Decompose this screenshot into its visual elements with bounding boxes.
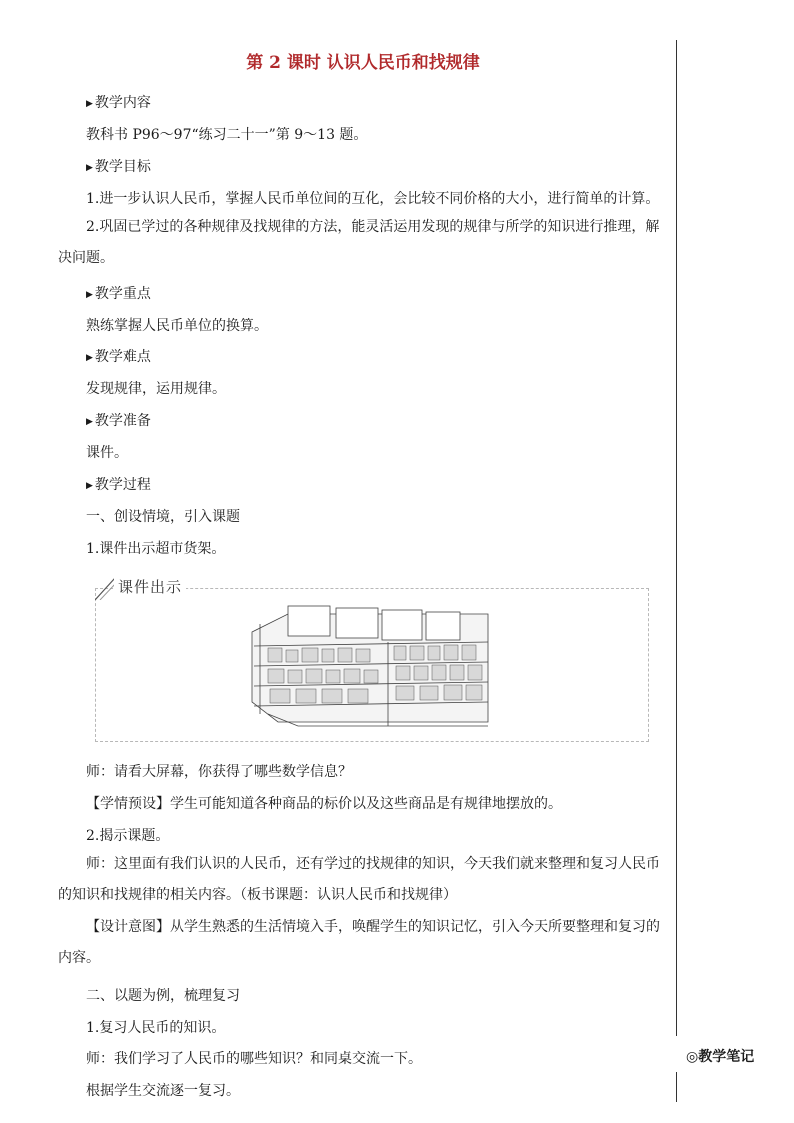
goal-item-1: 1.进一步认识人民币，掌握人民币单位间的互化，会比较不同价格的大小，进行简单的计算。 [86,191,660,207]
lesson-title: 第 2 课时 认识人民币和找规律 [246,53,480,73]
triangle-bullet-icon: ▶ [86,99,93,109]
teacher-line-3: 师：我们学习了人民币的哪些知识？和同桌交流一下。 [86,1051,422,1067]
design-note [58,912,670,974]
section-heading-goals: ▶ 教学目标 [86,159,151,175]
step1-heading: 一、创设情境，引入课题 [86,509,240,525]
teaching-notes-label: ◎教学笔记 [686,1049,755,1065]
preset-text: 学生可能知道各种商品的标价以及这些商品是有规律地摆放的。 [170,796,562,812]
triangle-bullet-icon: ▶ [86,163,93,173]
step2-item-1: 1.复习人民币的知识。 [86,1020,226,1036]
section-heading-difficult: ▶ 教学难点 [86,349,151,365]
preset-tag: 【学情预设】 [86,796,170,812]
design-text: 从学生熟悉的生活情境入手，唤醒学生的知识记忆，引入今天所要整理和复习的内容。 [58,919,660,966]
section-heading-key: ▶ 教学重点 [86,286,151,302]
goal-item-2: 2.巩固已学过的各种规律及找规律的方法，能灵活运用发现的规律与所学的知识进行推理，解决问题。 [58,219,660,266]
courseware-label: 课件出示 [114,576,186,597]
step2-heading: 二、以题为例，梳理复习 [86,988,240,1004]
section-heading-content: ▶ 教学内容 [86,95,151,111]
supermarket-shelf-illustration [248,602,493,732]
difficult-text: 发现规律，运用规律。 [86,381,226,397]
design-tag: 【设计意图】 [86,919,170,935]
margin-divider-line [676,40,677,1102]
teacher-line-2: 师：这里面有我们认识的人民币，还有学过的找规律的知识，今天我们就来整理和复习人民币的知识和找规律的相关内容。（板书课题：认识人民币和找规律） [58,856,660,903]
content-text: 教科书 P96～97“练习二十一”第 9～13 题。 [86,127,368,143]
step1-item-2: 2.揭示课题。 [86,828,170,844]
triangle-bullet-icon: ▶ [86,417,93,427]
preset-note [86,793,562,813]
section-heading-prep: ▶ 教学准备 [86,413,151,429]
triangle-bullet-icon: ▶ [86,481,93,491]
key-text: 熟练掌握人民币单位的换算。 [86,318,268,334]
review-text: 根据学生交流逐一复习。 [86,1083,240,1099]
teacher-line-1: 师：请看大屏幕，你获得了哪些数学信息？ [86,764,352,780]
prep-text: 课件。 [86,445,128,461]
triangle-bullet-icon: ▶ [86,353,93,363]
step1-item-1: 1.课件出示超市货架。 [86,541,226,557]
section-heading-process: ▶ 教学过程 [86,477,151,493]
triangle-bullet-icon: ▶ [86,290,93,300]
